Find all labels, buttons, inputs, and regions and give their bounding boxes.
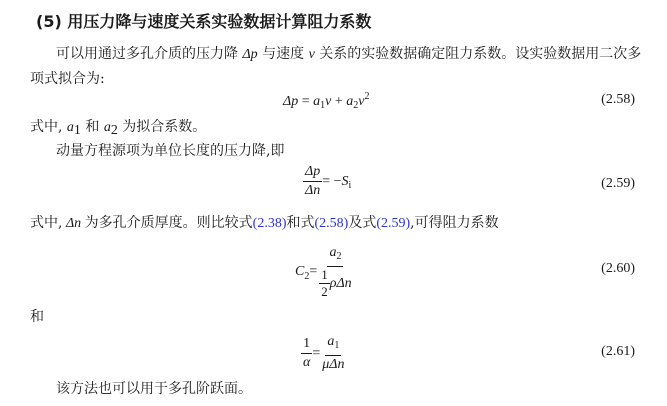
paragraph-momentum-source: 动量方程源项为单位长度的压力降,即 xyxy=(56,143,285,159)
eq261-numerator xyxy=(325,334,341,356)
ref-link-2-38[interactable]: (2.38) xyxy=(252,216,287,231)
equation-2-58 xyxy=(283,91,369,111)
eq260-sub: 2 xyxy=(304,270,310,282)
paragraph-closing: 该方法也可以用于多孔阶跃面。 xyxy=(56,381,252,397)
eq261-equals: = xyxy=(312,345,321,361)
eq258-equals: = xyxy=(298,94,314,109)
where2-post: ,可得阻力系数 xyxy=(410,215,499,231)
eq261-numerator-1: 1 xyxy=(301,336,312,354)
eq260-half-den: 2 xyxy=(321,284,328,299)
equation-number-2-58: (2.58) xyxy=(601,92,635,107)
where2-and: 和式 xyxy=(286,215,315,231)
equation-2-61 xyxy=(301,334,347,373)
eq260-denominator xyxy=(317,267,353,299)
eq260-rho-dn: ρΔn xyxy=(329,275,352,291)
where2-and2: 及式 xyxy=(348,215,377,231)
where1-post: 为拟合系数。 xyxy=(117,119,207,135)
equation-number-2-59: (2.59) xyxy=(601,176,635,191)
intro-text-c: 关系的实验数据确定阻力系数。设实验数据用二次多 xyxy=(314,46,642,62)
where1-a2: a xyxy=(103,120,111,135)
intro-text-b: 与速度 xyxy=(257,46,309,62)
eq258-sup: 2 xyxy=(364,91,370,102)
equation-2-59 xyxy=(303,164,351,199)
eq260-num-sub: 2 xyxy=(336,251,342,262)
equation-number-2-61: (2.61) xyxy=(601,344,635,359)
intro-text-a: 可以用通过多孔介质的压力降 xyxy=(56,46,243,62)
eq258-v1: v xyxy=(325,94,332,109)
where1-sub2: 2 xyxy=(110,123,118,138)
ref-link-2-58[interactable]: (2.58) xyxy=(314,216,349,231)
eq260-fraction xyxy=(317,245,353,299)
eq258-a1: a xyxy=(313,94,321,109)
eq258-sub2: 2 xyxy=(353,100,359,111)
symbol-delta-p: Δp xyxy=(242,47,258,62)
eq261-num-sub: 1 xyxy=(334,340,340,351)
where1-and: 和 xyxy=(80,119,104,135)
eq258-lhs: Δp xyxy=(283,94,299,109)
where1-sub1: 1 xyxy=(73,123,81,138)
where1-a1: a xyxy=(66,120,74,135)
equation-2-60 xyxy=(295,245,354,299)
eq259-sub: i xyxy=(348,180,352,191)
eq259-equals: = − xyxy=(322,173,342,189)
where2-delta-n: Δn xyxy=(62,216,85,231)
word-and: 和 xyxy=(30,309,44,325)
eq258-plus: + xyxy=(331,94,347,109)
eq261-denominator-mu-dn: μΔn xyxy=(322,357,345,372)
eq259-fraction xyxy=(303,164,322,199)
symbol-v: v xyxy=(308,47,315,62)
paragraph-intro-line2: 项式拟合为: xyxy=(30,71,105,87)
eq261-denominator-alpha: α xyxy=(303,355,311,370)
paragraph-thickness xyxy=(30,212,499,232)
paragraph-where-coefficients xyxy=(30,116,206,139)
eq258-v2: v xyxy=(358,94,365,109)
eq259-denominator: Δn xyxy=(305,183,321,198)
where1-pre: 式中, xyxy=(30,119,63,135)
eq259-numerator: Δp xyxy=(303,164,322,182)
equation-number-2-60: (2.60) xyxy=(601,261,635,276)
eq260-numerator xyxy=(327,245,343,267)
section-heading: (5) 用压力降与速度关系实验数据计算阻力系数 xyxy=(36,12,372,31)
eq260-num-a: a xyxy=(329,245,337,260)
eq260-half xyxy=(319,268,330,299)
eq260-half-num: 1 xyxy=(321,267,328,282)
eq260-C: C xyxy=(295,264,305,279)
eq258-sub1: 1 xyxy=(320,100,326,111)
eq261-fraction-right xyxy=(320,334,346,373)
eq258-a2: a xyxy=(346,94,354,109)
eq261-num-a: a xyxy=(327,334,335,349)
paragraph-intro-line1 xyxy=(56,43,641,63)
where2-pre: 式中, xyxy=(30,215,63,231)
where2-mid: 为多孔介质厚度。则比较式 xyxy=(84,215,253,231)
eq261-fraction-left xyxy=(301,336,312,371)
eq259-S: S xyxy=(341,173,349,189)
eq260-equals: = xyxy=(309,264,318,279)
ref-link-2-59[interactable]: (2.59) xyxy=(376,216,411,231)
